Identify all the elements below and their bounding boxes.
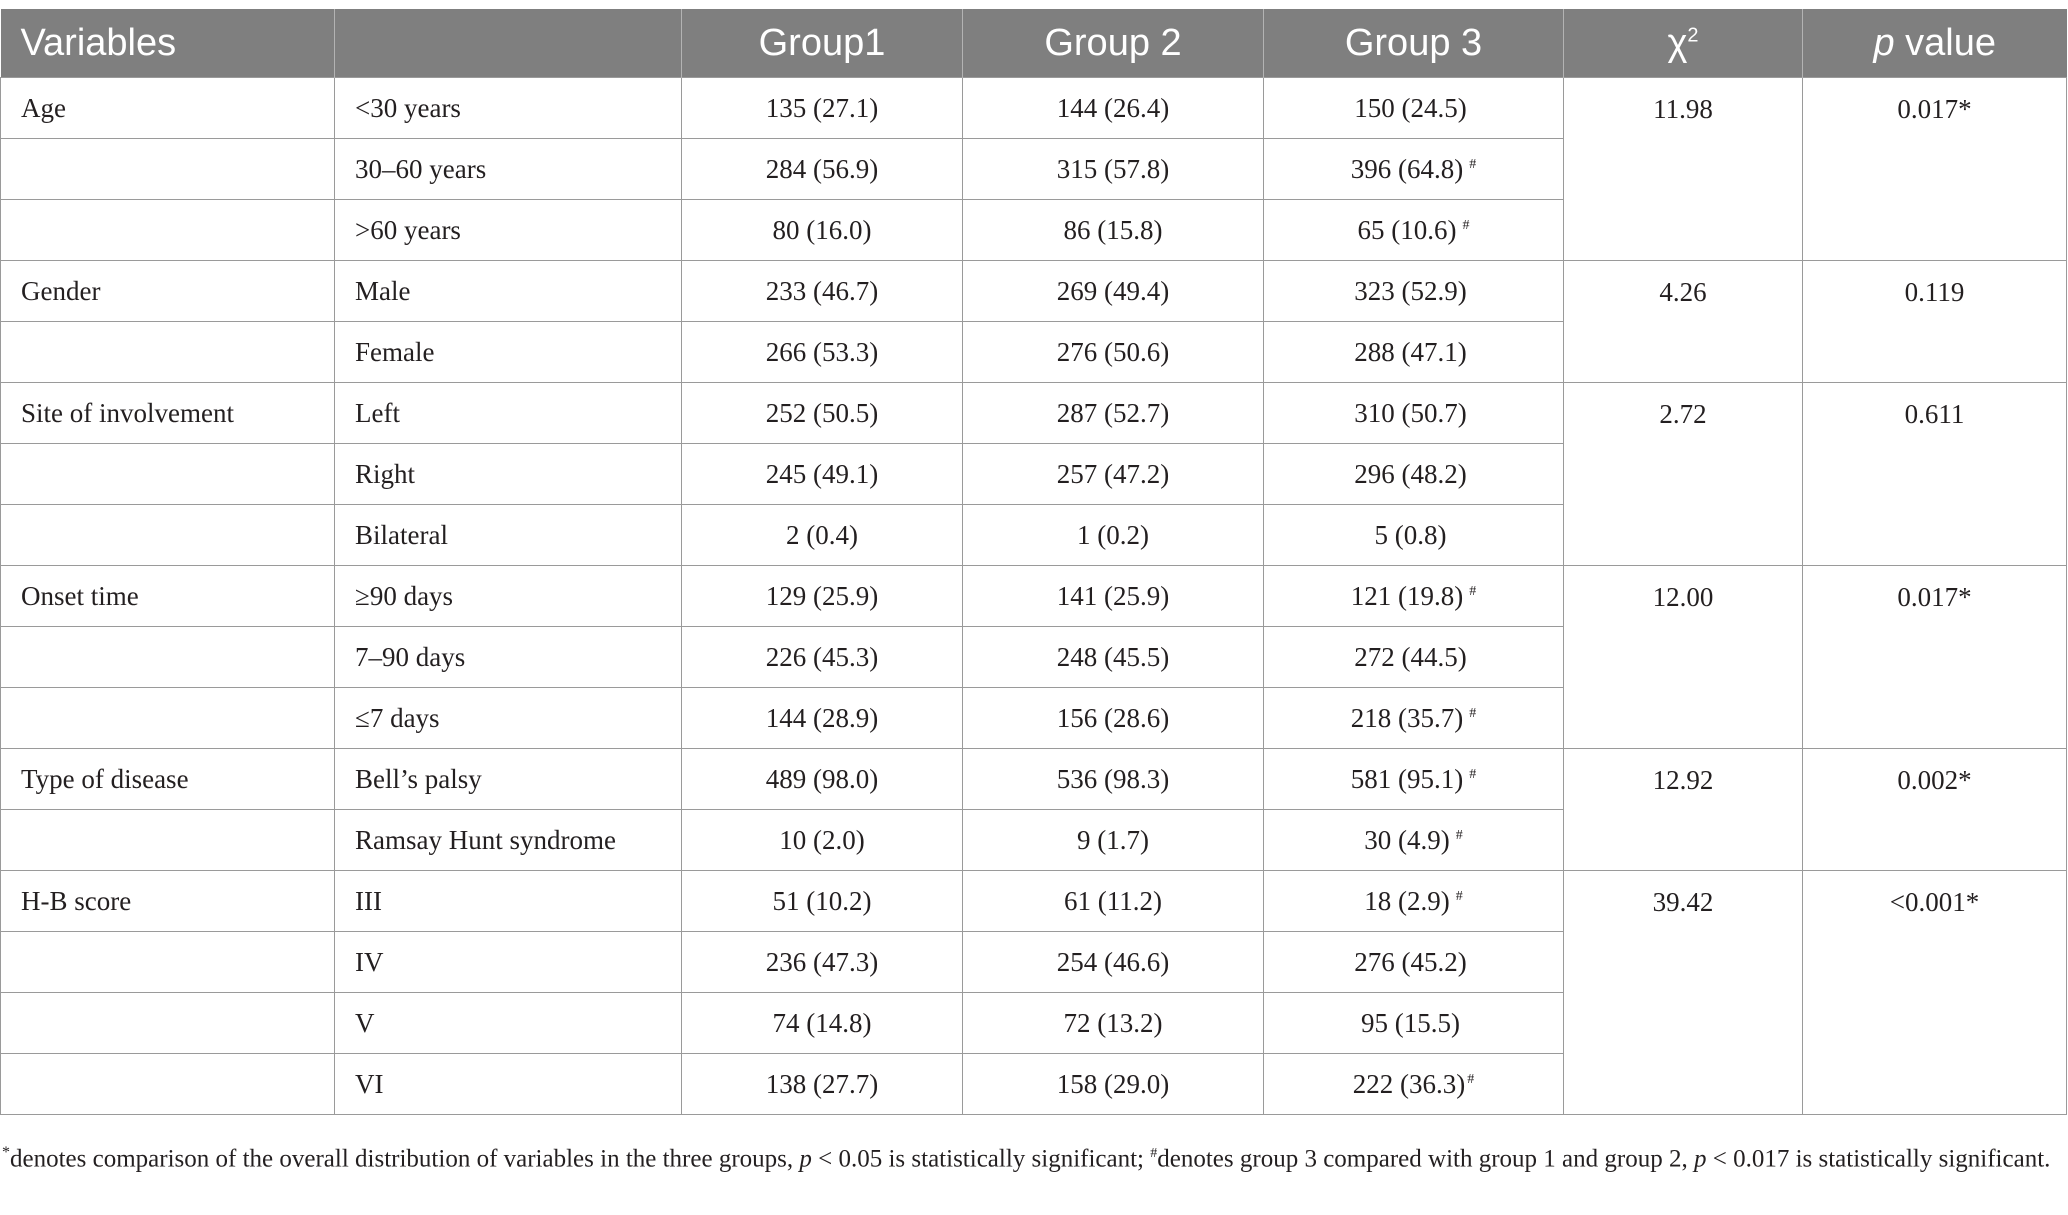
group1-cell: 2 (0.4) bbox=[682, 505, 963, 566]
group3-value: 296 (48.2) bbox=[1354, 458, 1467, 489]
level-cell: Left bbox=[335, 383, 682, 444]
group3-cell bbox=[1264, 1054, 1564, 1115]
table-row bbox=[1, 78, 2067, 139]
chi-square-cell: 11.98 bbox=[1564, 78, 1803, 261]
variable-cell bbox=[1, 993, 335, 1054]
footnote-p-1: p bbox=[799, 1145, 812, 1173]
group3-cell bbox=[1264, 444, 1564, 505]
group3-cell bbox=[1264, 322, 1564, 383]
variable-cell bbox=[1, 200, 335, 261]
level-cell: 7–90 days bbox=[335, 627, 682, 688]
variable-cell: Gender bbox=[1, 261, 335, 322]
significance-mark: # bbox=[1455, 827, 1463, 843]
group1-cell: 266 (53.3) bbox=[682, 322, 963, 383]
level-cell: <30 years bbox=[335, 78, 682, 139]
group3-cell bbox=[1264, 871, 1564, 932]
header-chi-square bbox=[1564, 9, 1803, 78]
group2-cell: 72 (13.2) bbox=[963, 993, 1264, 1054]
significance-mark: # bbox=[1469, 766, 1477, 782]
chi-superscript: 2 bbox=[1687, 23, 1699, 46]
group1-cell: 51 (10.2) bbox=[682, 871, 963, 932]
header-variables: Variables bbox=[1, 9, 335, 78]
group3-cell bbox=[1264, 566, 1564, 627]
group3-value: 396 (64.8) bbox=[1350, 153, 1464, 184]
group3-value: 30 (4.9) bbox=[1364, 824, 1450, 855]
footnote-text-3: denotes group 3 compared with group 1 and group 2, bbox=[1157, 1145, 1694, 1173]
group1-cell: 135 (27.1) bbox=[682, 78, 963, 139]
variable-cell bbox=[1, 444, 335, 505]
group1-cell: 226 (45.3) bbox=[682, 627, 963, 688]
p-value-cell: <0.001* bbox=[1803, 871, 2067, 1115]
group3-cell bbox=[1264, 261, 1564, 322]
variable-cell bbox=[1, 810, 335, 871]
group2-cell: 156 (28.6) bbox=[963, 688, 1264, 749]
group3-value: 310 (50.7) bbox=[1354, 397, 1467, 428]
p-value-cell: 0.119 bbox=[1803, 261, 2067, 383]
chi-square-cell: 2.72 bbox=[1564, 383, 1803, 566]
group2-cell: 61 (11.2) bbox=[963, 871, 1264, 932]
group3-value: 65 (10.6) bbox=[1357, 214, 1457, 245]
level-cell: III bbox=[335, 871, 682, 932]
level-cell: 30–60 years bbox=[335, 139, 682, 200]
group1-cell: 245 (49.1) bbox=[682, 444, 963, 505]
variable-cell bbox=[1, 139, 335, 200]
group1-cell: 284 (56.9) bbox=[682, 139, 963, 200]
table-row bbox=[1, 566, 2067, 627]
group3-cell bbox=[1264, 993, 1564, 1054]
footnote-text-1: denotes comparison of the overall distribution of variables in the three groups, bbox=[10, 1145, 800, 1173]
significance-mark: # bbox=[1469, 156, 1477, 172]
footnote-hash: # bbox=[1150, 1146, 1158, 1161]
group1-cell: 129 (25.9) bbox=[682, 566, 963, 627]
group3-cell bbox=[1264, 505, 1564, 566]
group3-cell bbox=[1264, 810, 1564, 871]
group1-cell: 144 (28.9) bbox=[682, 688, 963, 749]
p-label: value bbox=[1894, 21, 1997, 64]
group3-cell bbox=[1264, 78, 1564, 139]
group3-value: 218 (35.7) bbox=[1350, 702, 1464, 733]
group3-value: 323 (52.9) bbox=[1354, 275, 1467, 306]
variable-cell bbox=[1, 932, 335, 993]
group3-value: 18 (2.9) bbox=[1364, 885, 1450, 916]
p-value-cell: 0.017* bbox=[1803, 78, 2067, 261]
group2-cell: 287 (52.7) bbox=[963, 383, 1264, 444]
header-group2: Group 2 bbox=[963, 9, 1264, 78]
group3-cell bbox=[1264, 383, 1564, 444]
group2-cell: 1 (0.2) bbox=[963, 505, 1264, 566]
table-row bbox=[1, 871, 2067, 932]
variable-cell bbox=[1, 505, 335, 566]
chi-square-cell: 12.00 bbox=[1564, 566, 1803, 749]
group3-cell bbox=[1264, 139, 1564, 200]
variable-cell bbox=[1, 1054, 335, 1115]
level-cell: VI bbox=[335, 1054, 682, 1115]
data-table bbox=[0, 9, 2067, 1115]
table-header bbox=[1, 9, 2067, 78]
level-cell: Bell’s palsy bbox=[335, 749, 682, 810]
group1-cell: 489 (98.0) bbox=[682, 749, 963, 810]
group3-value: 276 (45.2) bbox=[1354, 946, 1467, 977]
group2-cell: 144 (26.4) bbox=[963, 78, 1264, 139]
level-cell: Female bbox=[335, 322, 682, 383]
group3-value: 272 (44.5) bbox=[1354, 641, 1467, 672]
chi-symbol: χ bbox=[1667, 21, 1688, 64]
level-cell: Male bbox=[335, 261, 682, 322]
group1-cell: 10 (2.0) bbox=[682, 810, 963, 871]
p-symbol: p bbox=[1873, 21, 1895, 64]
variable-cell bbox=[1, 627, 335, 688]
group3-cell bbox=[1264, 627, 1564, 688]
significance-mark: # bbox=[1469, 705, 1477, 721]
level-cell: ≥90 days bbox=[335, 566, 682, 627]
level-cell: Bilateral bbox=[335, 505, 682, 566]
table-row bbox=[1, 261, 2067, 322]
group3-value: 288 (47.1) bbox=[1354, 336, 1467, 367]
table-footnote bbox=[2, 1134, 2064, 1177]
variable-cell bbox=[1, 322, 335, 383]
chi-square-cell: 4.26 bbox=[1564, 261, 1803, 383]
group3-value: 95 (15.5) bbox=[1361, 1007, 1460, 1038]
table-body bbox=[1, 78, 2067, 1115]
variable-cell: Age bbox=[1, 78, 335, 139]
group2-cell: 248 (45.5) bbox=[963, 627, 1264, 688]
group3-cell bbox=[1264, 200, 1564, 261]
p-value-cell: 0.017* bbox=[1803, 566, 2067, 749]
chi-square-cell: 12.92 bbox=[1564, 749, 1803, 871]
variable-cell: H-B score bbox=[1, 871, 335, 932]
group2-cell: 536 (98.3) bbox=[963, 749, 1264, 810]
chi-square-cell: 39.42 bbox=[1564, 871, 1803, 1115]
group2-cell: 158 (29.0) bbox=[963, 1054, 1264, 1115]
footnote-p-2: p bbox=[1693, 1145, 1707, 1173]
group3-cell bbox=[1264, 749, 1564, 810]
header-group1: Group1 bbox=[682, 9, 963, 78]
group3-cell bbox=[1264, 688, 1564, 749]
level-cell: >60 years bbox=[335, 200, 682, 261]
group1-cell: 236 (47.3) bbox=[682, 932, 963, 993]
group1-cell: 233 (46.7) bbox=[682, 261, 963, 322]
group1-cell: 252 (50.5) bbox=[682, 383, 963, 444]
significance-mark: # bbox=[1462, 217, 1470, 233]
group2-cell: 257 (47.2) bbox=[963, 444, 1264, 505]
footnote-text-4: < 0.017 is statistically significant. bbox=[1706, 1145, 2051, 1173]
group3-value: 222 (36.3) bbox=[1352, 1068, 1466, 1099]
significance-mark: # bbox=[1469, 583, 1477, 599]
table-row bbox=[1, 383, 2067, 444]
group2-cell: 269 (49.4) bbox=[963, 261, 1264, 322]
level-cell: V bbox=[335, 993, 682, 1054]
variable-cell: Site of involvement bbox=[1, 383, 335, 444]
p-value-cell: 0.611 bbox=[1803, 383, 2067, 566]
group2-cell: 141 (25.9) bbox=[963, 566, 1264, 627]
group1-cell: 138 (27.7) bbox=[682, 1054, 963, 1115]
group3-value: 5 (0.8) bbox=[1374, 519, 1447, 550]
level-cell: ≤7 days bbox=[335, 688, 682, 749]
footnote-text-2: < 0.05 is statistically significant; bbox=[811, 1145, 1151, 1173]
group3-value: 150 (24.5) bbox=[1354, 92, 1467, 123]
level-cell: Ramsay Hunt syndrome bbox=[335, 810, 682, 871]
p-value-cell: 0.002* bbox=[1803, 749, 2067, 871]
significance-mark: # bbox=[1467, 1071, 1475, 1087]
group2-cell: 9 (1.7) bbox=[963, 810, 1264, 871]
group3-value: 581 (95.1) bbox=[1350, 763, 1464, 794]
group2-cell: 315 (57.8) bbox=[963, 139, 1264, 200]
level-cell: Right bbox=[335, 444, 682, 505]
group2-cell: 254 (46.6) bbox=[963, 932, 1264, 993]
group3-cell bbox=[1264, 932, 1564, 993]
group2-cell: 276 (50.6) bbox=[963, 322, 1264, 383]
header-p-value bbox=[1803, 9, 2067, 78]
level-cell: IV bbox=[335, 932, 682, 993]
significance-mark: # bbox=[1455, 888, 1463, 904]
group1-cell: 80 (16.0) bbox=[682, 200, 963, 261]
variable-cell: Type of disease bbox=[1, 749, 335, 810]
header-group3: Group 3 bbox=[1264, 9, 1564, 78]
group3-value: 121 (19.8) bbox=[1350, 580, 1464, 611]
variable-cell bbox=[1, 688, 335, 749]
group2-cell: 86 (15.8) bbox=[963, 200, 1264, 261]
table-row bbox=[1, 749, 2067, 810]
footnote-star: * bbox=[2, 1144, 10, 1161]
group1-cell: 74 (14.8) bbox=[682, 993, 963, 1054]
header-level bbox=[335, 9, 682, 78]
variable-cell: Onset time bbox=[1, 566, 335, 627]
